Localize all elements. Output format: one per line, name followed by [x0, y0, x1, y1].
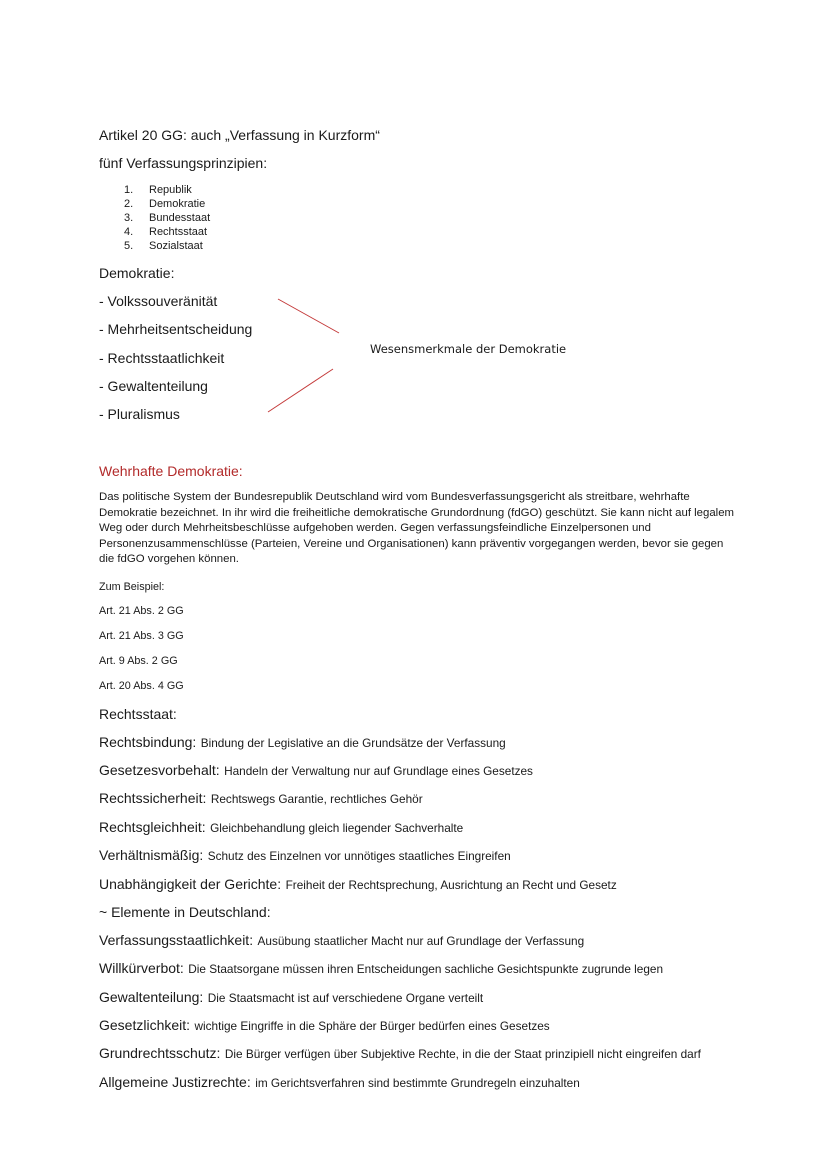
intro-heading: Artikel 20 GG: auch „Verfassung in Kurzform“ — [99, 127, 380, 143]
definition-text: Die Staatsmacht ist auf verschiedene Organe verteilt — [207, 991, 484, 1005]
rule-of-law-heading: Rechtsstaat: — [99, 706, 177, 722]
definition-text: wichtige Eingriffe in die Sphäre der Bürger bedürfen eines Gesetzes — [194, 1019, 550, 1033]
definition-row — [99, 989, 483, 1007]
definition-text: Bindung der Legislative an die Grundsätze der Verfassung — [200, 736, 506, 750]
definition-row — [99, 762, 533, 780]
definition-row — [99, 819, 463, 837]
definition-row — [99, 960, 663, 978]
definition-text: Gleichbehandlung gleich liegender Sachverhalte — [210, 821, 464, 835]
definition-term: Rechtsbindung: — [99, 734, 197, 750]
definition-text: Die Staatsorgane müssen ihren Entscheidungen sachliche Gesichtspunkte zugrunde legen — [188, 962, 664, 976]
definition-row — [99, 734, 506, 752]
definition-term: Gewaltenteilung: — [99, 989, 204, 1005]
list-number: 2. — [124, 198, 134, 210]
list-number: 5. — [124, 240, 134, 252]
list-label: Republik — [149, 184, 192, 196]
definition-text: Rechtswegs Garantie, rechtliches Gehör — [210, 792, 423, 806]
definition-term: Verhältnismäßig: — [99, 847, 204, 863]
defensive-heading: Wehrhafte Demokratie: — [99, 463, 243, 479]
definition-row — [99, 790, 423, 808]
list-label: Demokratie — [149, 198, 206, 210]
definition-row — [99, 847, 511, 865]
democracy-heading: Demokratie: — [99, 265, 175, 281]
list-label: Bundesstaat — [149, 212, 211, 224]
callout-line-lower — [268, 369, 333, 412]
list-number: 3. — [124, 212, 134, 224]
elements-heading: ~ Elemente in Deutschland: — [99, 904, 271, 920]
list-label: Rechtsstaat — [149, 226, 208, 238]
definition-term: Gesetzlichkeit: — [99, 1017, 191, 1033]
example-item: Art. 20 Abs. 4 GG — [99, 680, 184, 692]
definition-term: Rechtssicherheit: — [99, 790, 207, 806]
definition-row — [99, 932, 584, 950]
example-item: Art. 21 Abs. 3 GG — [99, 630, 184, 642]
definition-row — [99, 1017, 550, 1035]
definition-text: im Gerichtsverfahren sind bestimmte Grundregeln einzuhalten — [255, 1076, 580, 1090]
definition-text: Handeln der Verwaltung nur auf Grundlage eines Gesetzes — [224, 764, 533, 778]
democracy-item: - Pluralismus — [99, 406, 180, 422]
definition-term: Gesetzesvorbehalt: — [99, 762, 220, 778]
definition-term: Verfassungsstaatlichkeit: — [99, 932, 254, 948]
principles-subheading: fünf Verfassungsprinzipien: — [99, 155, 268, 171]
example-item: Art. 21 Abs. 2 GG — [99, 605, 184, 617]
list-number: 4. — [124, 226, 134, 238]
definition-term: Grundrechtsschutz: — [99, 1045, 221, 1061]
definition-text: Ausübung staatlicher Macht nur auf Grundlage der Verfassung — [257, 934, 585, 948]
definition-term: Allgemeine Justizrechte: — [99, 1074, 251, 1090]
defensive-paragraph: Das politische System der Bundesrepublik Deutschland wird vom Bundesverfassungsgericht als streitbare, wehrhafte Demokratie bezeichnet. In ihr wird die freiheitliche demokratische Grundordnung (fdGO) geschützt. Sie kann nicht auf legalem Weg oder durch Mehrheitsbeschlüsse aufgehoben werden. Gegen verfassungsfeindliche Einzelpersonen und Personenzusammenschlüsse (Parteien, Vereine und Organisationen) kann präventiv vorgegangen werden, bevor sie gegen die fdGO vorgehen können. — [99, 491, 735, 566]
example-label: Zum Beispiel: — [99, 581, 165, 593]
callout-line-upper — [278, 299, 339, 333]
definition-term: Willkürverbot: — [99, 960, 184, 976]
definition-text: Die Bürger verfügen über Subjektive Rechte, in die der Staat prinzipiell nicht eingreifen darf — [224, 1047, 701, 1061]
definition-text: Freiheit der Rechtsprechung, Ausrichtung an Recht und Gesetz — [285, 878, 617, 892]
definition-row — [99, 1074, 580, 1092]
definition-text: Schutz des Einzelnen vor unnötiges staatliches Eingreifen — [207, 849, 511, 863]
definition-row — [99, 1045, 701, 1063]
example-item: Art. 9 Abs. 2 GG — [99, 655, 178, 667]
definition-term: Rechtsgleichheit: — [99, 819, 206, 835]
democracy-item: - Volkssouveränität — [99, 293, 218, 309]
democracy-callout: Wesensmerkmale der Demokratie — [370, 342, 567, 356]
democracy-item: - Rechtsstaatlichkeit — [99, 350, 225, 366]
list-label: Sozialstaat — [149, 240, 203, 252]
definition-row — [99, 876, 617, 894]
list-number: 1. — [124, 184, 134, 196]
democracy-item: - Gewaltenteilung — [99, 378, 208, 394]
democracy-item: - Mehrheitsentscheidung — [99, 321, 253, 337]
definition-term: Unabhängigkeit der Gerichte: — [99, 876, 282, 892]
